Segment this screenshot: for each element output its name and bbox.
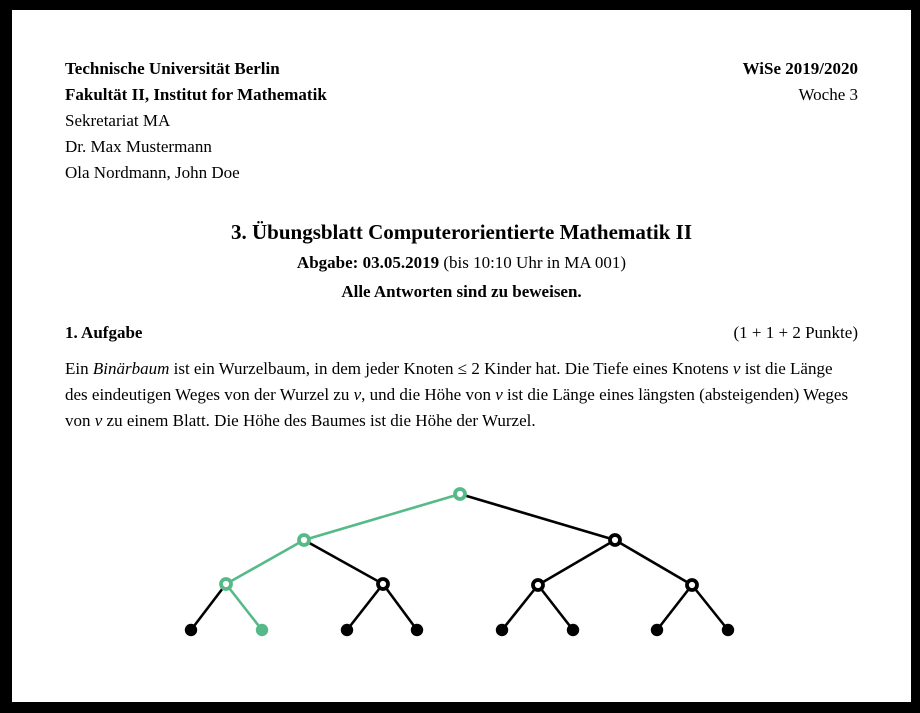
tree-edge <box>502 585 538 630</box>
task-line <box>65 320 858 346</box>
paragraph-text: ist die Länge eines längsten (absteigenden) Weges von <box>65 385 849 430</box>
paragraph-italic-term: v <box>353 385 362 404</box>
header-line: Technische Universität Berlin <box>65 59 280 78</box>
header-left-block <box>65 56 327 186</box>
paragraph-italic-term: v <box>732 359 741 378</box>
tree-edge <box>383 584 417 630</box>
proof-note: Alle Antworten sind zu beweisen. <box>341 282 582 301</box>
tree-leaf-node <box>722 624 734 636</box>
header-line: Ola Nordmann, John Doe <box>65 163 240 182</box>
tree-edge <box>226 584 262 630</box>
paragraph-italic-term: Binärbaum <box>92 359 170 378</box>
tree-edge <box>538 540 615 585</box>
tree-internal-node <box>533 580 543 590</box>
sheet-title: 3. Übungsblatt Computerorientierte Mathematik II <box>231 220 692 244</box>
tree-internal-node <box>610 535 620 545</box>
paragraph-italic-term: v <box>495 385 503 404</box>
tree-leaf-node <box>567 624 579 636</box>
header-line: Sekretariat MA <box>65 111 171 130</box>
tree-leaf-node <box>411 624 423 636</box>
tree-leaf-node <box>341 624 353 636</box>
tree-internal-node <box>687 580 697 590</box>
tree-edge <box>692 585 728 630</box>
paragraph-text: zu einem Blatt. Die Höhe des Baumes ist die Höhe der Wurzel. <box>102 411 536 430</box>
paragraph-italic-term: v <box>94 411 103 430</box>
tree-leaf-node <box>651 624 663 636</box>
header-line: Woche 3 <box>798 85 858 104</box>
header-line: Dr. Max Mustermann <box>65 137 212 156</box>
header <box>65 56 858 186</box>
task-paragraph <box>65 356 858 434</box>
task-points: (1 + 1 + 2 Punkte) <box>733 323 858 342</box>
header-line: Fakultät II, Institut for Mathematik <box>65 85 327 104</box>
deadline-line <box>65 248 858 277</box>
tree-edge <box>226 540 304 584</box>
title-block <box>65 216 858 306</box>
tree-edge <box>347 584 383 630</box>
paragraph-text: Ein <box>65 359 93 378</box>
tree-internal-node <box>221 579 231 589</box>
tree-edge <box>460 494 615 540</box>
tree-leaf-node <box>256 624 268 636</box>
tree-internal-node <box>299 535 309 545</box>
paragraph-text: ist die Länge des eindeutigen Weges von der Wurzel zu <box>65 359 833 404</box>
deadline-details: (bis 10:10 Uhr in MA 001) <box>439 253 627 272</box>
header-right-block <box>743 56 858 186</box>
deadline-date: Abgabe: 03.05.2019 <box>296 253 440 272</box>
tree-leaf-node <box>185 624 197 636</box>
task-label: 1. Aufgabe <box>65 323 143 342</box>
tree-leaf-node <box>496 624 508 636</box>
header-line: WiSe 2019/2020 <box>742 59 858 78</box>
tree-internal-node <box>455 489 465 499</box>
tree-edge <box>191 584 226 630</box>
tree-edge <box>657 585 692 630</box>
tree-edge <box>615 540 692 585</box>
tree-edge <box>304 494 460 540</box>
tree-internal-node <box>378 579 388 589</box>
paragraph-text: , und die Höhe von <box>361 385 496 404</box>
tree-edge <box>538 585 573 630</box>
tree-edge <box>304 540 383 584</box>
paragraph-text: ist ein Wurzelbaum, in dem jeder Knoten ≤ 2 Kinder hat. Die Tiefe eines Knotens <box>169 359 733 378</box>
